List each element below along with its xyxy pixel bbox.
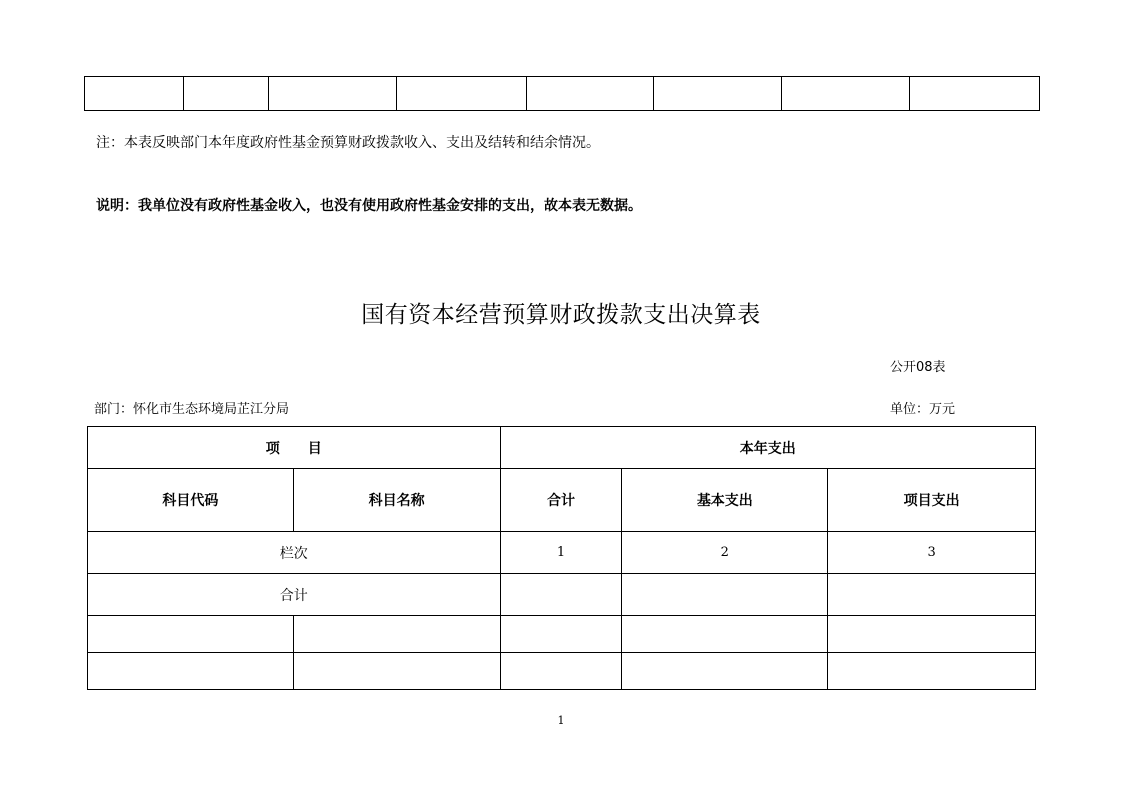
row-index-label: 栏次 xyxy=(88,532,501,574)
page-title: 国有资本经营预算财政拨款支出决算表 xyxy=(361,302,761,328)
empty-cell xyxy=(500,653,622,690)
empty-cell xyxy=(88,653,294,690)
table-row xyxy=(88,532,1036,574)
header-item: 项 目 xyxy=(88,427,501,469)
empty-cell xyxy=(782,77,910,111)
empty-cell xyxy=(654,77,782,111)
empty-cell xyxy=(396,77,526,111)
empty-cell xyxy=(526,77,654,111)
page-number: 1 xyxy=(557,714,565,727)
empty-cell xyxy=(828,616,1036,653)
header-total: 合计 xyxy=(500,469,622,532)
empty-cell xyxy=(293,616,500,653)
table-row xyxy=(85,77,1040,111)
table-row xyxy=(88,653,1036,690)
empty-cell xyxy=(622,574,828,616)
table-header-row xyxy=(88,469,1036,532)
table-row xyxy=(88,616,1036,653)
empty-cell xyxy=(622,616,828,653)
header-subject-name: 科目名称 xyxy=(293,469,500,532)
table-row xyxy=(88,574,1036,616)
header-current-year: 本年支出 xyxy=(500,427,1035,469)
form-code: 公开08表 xyxy=(890,360,946,375)
row-total-label: 合计 xyxy=(88,574,501,616)
empty-cell xyxy=(500,574,622,616)
table-note: 注：本表反映部门本年度政府性基金预算财政拨款收入、支出及结转和结余情况。 xyxy=(96,135,600,151)
department-label: 部门：怀化市生态环境局芷江分局 xyxy=(94,402,290,417)
empty-cell xyxy=(622,653,828,690)
table-header-row xyxy=(88,427,1036,469)
header-subject-code: 科目代码 xyxy=(88,469,294,532)
previous-table-bottom-row xyxy=(84,76,1040,111)
empty-cell xyxy=(828,653,1036,690)
empty-cell xyxy=(828,574,1036,616)
empty-cell xyxy=(88,616,294,653)
unit-label: 单位：万元 xyxy=(890,402,956,417)
expenditure-table xyxy=(87,426,1036,690)
header-basic-expenditure: 基本支出 xyxy=(622,469,828,532)
column-index-2: 2 xyxy=(622,532,828,574)
empty-cell xyxy=(268,77,396,111)
empty-cell xyxy=(183,77,268,111)
empty-cell xyxy=(500,616,622,653)
column-index-3: 3 xyxy=(828,532,1036,574)
empty-cell xyxy=(85,77,184,111)
explanation-note: 说明：我单位没有政府性基金收入，也没有使用政府性基金安排的支出，故本表无数据。 xyxy=(96,198,642,214)
header-project-expenditure: 项目支出 xyxy=(828,469,1036,532)
empty-cell xyxy=(293,653,500,690)
column-index-1: 1 xyxy=(500,532,622,574)
empty-cell xyxy=(910,77,1040,111)
